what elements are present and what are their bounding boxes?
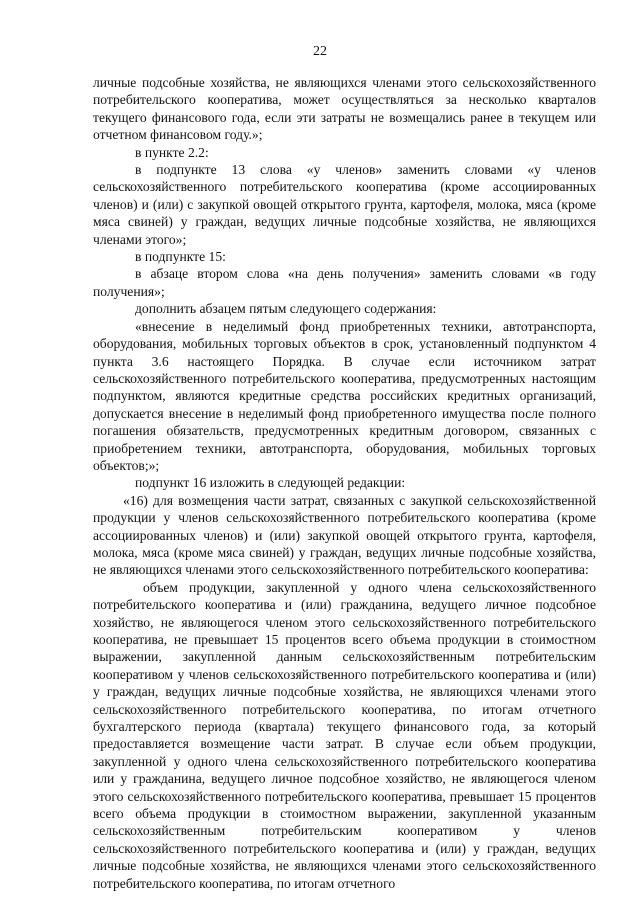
paragraph-volume-condition: объем продукции, закупленной у одного члена сельскохозяйственного потребительского кооператива и (или) гражданина, ведущего личное подсобное хозяйство, не являющегося членом этого сельскохозяйственного потребительского кооператива, не превышает 15 процентов всего объема продукции в стоимостном выражении, закупленной данным сельскохозяйственным потребительским кооперативом у членов сельскохозяйственного потребительского кооператива и (или) у граждан, ведущих личные подсобные хозяйства, не являющихся членами этого сельскохозяйственного потребительского кооператива, по итогам отчетного бухгалтерского периода (квартала) текущего финансового года, за который предоставляется возмещение части затрат. В случае если объем продукции, закупленной у одного члена сельскохозяйственного потребительского кооператива или у гражданина, ведущего личное подсобное хозяйство, не являющегося членом этого сельскохозяйственного потребительского кооператива, превышает 15 процентов всего объема продукции в стоимостном выражении, закупленной указанным сельскохозяйственным потребительским кооперативом у членов сельскохозяйственного потребительского кооператива и (или) у граждан, ведущих личные подсобные хозяйства, не являющихся членами этого сельскохозяйственного потребительского кооператива, по итогам отчетного	[93, 579, 596, 891]
paragraph-continuation: личные подсобные хозяйства, не являющихся членами этого сельскохозяйственного потребительского кооператива, может осуществляться за несколько кварталов текущего финансового года, если эти затраты не возмещались ранее в текущем или отчетном финансовом году.»;	[93, 75, 596, 143]
paragraph-subpoint-16-text: «16) для возмещения части затрат, связанных с закупкой сельскохозяйственной продукции у членов сельскохозяйственного потребительского кооператива (кроме ассоциированных членов) и (или) закупкой овощей открытого грунта, картофеля, молока, мяса (кроме мяса свиней) у граждан, ведущих личные подсобные хозяйства, не являющихся членами этого сельскохозяйственного потребительского кооператива:	[93, 492, 596, 578]
page-number: 22	[313, 44, 327, 59]
document-body	[93, 74, 596, 892]
paragraph-subpoint-15: в подпункте 15:	[135, 249, 226, 265]
paragraph-subpoint-13: в подпункте 13 слова «у членов» заменить словами «у членов сельскохозяйственного потребительского кооператива (кроме ассоциированных членов) и (или) с закупкой овощей открытого грунта, картофеля, молока, мяса (кроме мяса свиней) у граждан, ведущих личные подсобные хозяйства, не являющихся членами этого»;	[93, 162, 596, 247]
paragraph-second-abzac: в абзаце втором слова «на день получения» заменить словами «в году получения»;	[93, 266, 596, 299]
paragraph-subpoint-16-intro: подпункт 16 изложить в следующей редакции:	[135, 475, 406, 491]
paragraph-point-2-2: в пункте 2.2:	[135, 144, 209, 160]
paragraph-quoted-insertion: «внесение в неделимый фонд приобретенных техники, автотранспорта, оборудования, мобильных торговых объектов в срок, установленный подпунктом 4 пункта 3.6 настоящего Порядка. В случае если источником затрат сельскохозяйственного потребительского кооператива, предусмотренных настоящим подпунктом, являются кредитные средства российских кредитных организаций, допускается внесение в неделимый фонд приобретенного имущества после полного погашения обязательств, предусмотренных кредитным договором, связанных с приобретением техники, автотранспорта, оборудования, мобильных торговых объектов;»;	[93, 318, 596, 473]
paragraph-add-fifth-abzac: дополнить абзацем пятым следующего содержания:	[135, 301, 437, 317]
